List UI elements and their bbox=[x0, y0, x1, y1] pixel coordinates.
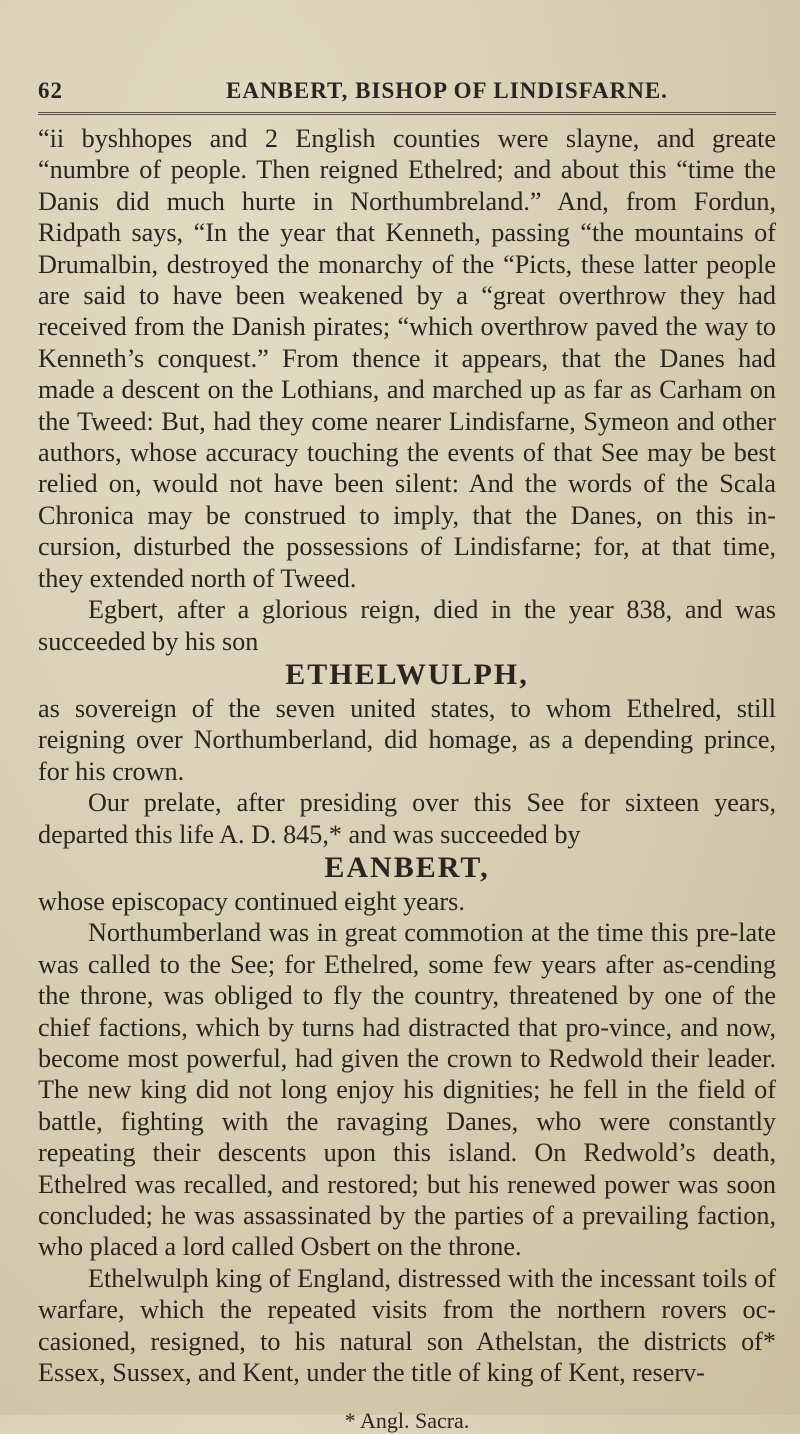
paragraph: Egbert, after a glorious reign, died in the year 838, and was succeeded by his son bbox=[38, 595, 776, 656]
page-number: 62 bbox=[38, 78, 63, 103]
header-rule bbox=[38, 112, 776, 115]
book-page bbox=[38, 70, 776, 1434]
paragraph: “ii byshhopes and 2 English counties were slayne, and greate “numbre of people. Then reigned Ethelred; and about this “time the Danis did much hurte in Northumbreland.” And, from Fordun, Ridpath says, “In the year that Kenneth, passing “the mountains of Drumalbin, destroyed the monarchy of the “Picts, these latter people are said to have been weakened by a “great overthrow they had received from the Danish pirates; “which overthrow paved the way to Kenneth’s conquest.” From thence it appears, that the Danes had made a descent on the Lothians, and marched up as far as Carham on the Tweed: But, had they come nearer Lindisfarne, Symeon and other authors, whose accuracy touching the events of that See may be best relied on, would not have been silent: And the words of the Scala Chronica may be construed to imply, that the Danes, on this in-cursion, disturbed the possessions of Lindisfarne; for, at that time, they extended north of Tweed. bbox=[38, 124, 776, 593]
running-title: EANBERT, BISHOP OF LINDISFARNE. bbox=[226, 78, 668, 103]
paragraph: Our prelate, after presiding over this See for sixteen years, departed this life A. D. 845,* and was succeeded by bbox=[38, 788, 776, 849]
running-head bbox=[38, 70, 776, 110]
section-name-eanbert: EANBERT, bbox=[324, 850, 490, 884]
paragraph: whose episcopacy continued eight years. bbox=[38, 886, 465, 916]
body-text bbox=[38, 123, 776, 1388]
footnote: * Angl. Sacra. bbox=[344, 1408, 470, 1434]
paragraph: Northumberland was in great commotion at the time this pre-late was called to the See; for Ethelred, some few years after as-cending the throne, was obliged to fly the country, threatened by one of the chief factions, which by turns had distracted that pro-vince, and now, become most powerful, had given the crown to Redwold their leader. The new king did not long enjoy his dignities; he fell in the field of battle, fighting with the ravaging Danes, who were constantly repeating their descents upon this island. On Redwold’s death, Ethelred was recalled, and restored; but his renewed power was soon concluded; he was assassinated by the parties of a prevailing faction, who placed a lord called Osbert on the throne. bbox=[38, 918, 776, 1262]
paragraph: Ethelwulph king of England, distressed with the incessant toils of warfare, which the repeated visits from the northern rovers oc-casioned, resigned, to his natural son Athelstan, the districts of* Essex, Sussex, and Kent, under the title of king of Kent, reserv- bbox=[38, 1263, 776, 1388]
paragraph: as sovereign of the seven united states, to whom Ethelred, still reigning over Northumberland, did homage, as a depending prince, for his crown. bbox=[38, 693, 776, 786]
section-name-ethelwulph: ETHELWULPH, bbox=[285, 657, 529, 691]
